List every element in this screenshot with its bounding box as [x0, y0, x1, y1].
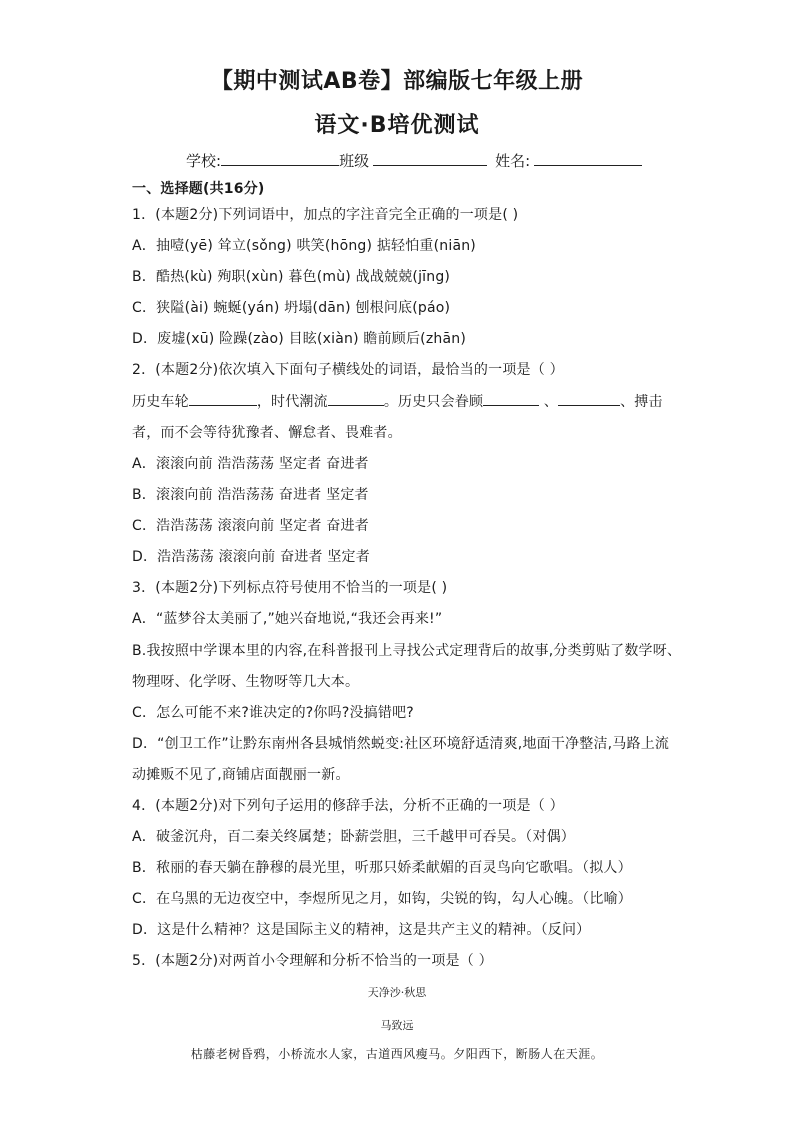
q2-text-4: 、: [539, 394, 559, 410]
q1-stem: 1．(本题2分)下列词语中，加点的字注音完全正确的一项是( ): [132, 207, 519, 223]
class-label: 班级: [339, 152, 370, 170]
name-blank: [534, 151, 642, 166]
student-info-line: [186, 150, 642, 171]
q3-option-d-line2: 动摊贩不见了,商铺店面靓丽一新。: [132, 767, 350, 783]
q1-option-b: B．酷热(kù) 殉职(xùn) 暮色(mù) 战战兢兢(jīng): [132, 269, 451, 285]
q2-sentence-line2: 者，而不会等待犹豫者、懈怠者、畏难者。: [132, 425, 402, 441]
q2-sentence: [132, 391, 663, 411]
exam-title: 【期中测试AB卷】部编版七年级上册: [210, 69, 584, 94]
q3-option-a: A．“蓝梦谷太美丽了,”她兴奋地说,“我还会再来!”: [132, 611, 443, 627]
q3-stem: 3．(本题2分)下列标点符号使用不恰当的一项是( ): [132, 580, 448, 596]
q2-text-5: 、搏击: [620, 394, 663, 410]
class-blank: [373, 151, 487, 166]
q2-option-b: B．滚滚向前 浩浩荡荡 奋进者 坚定者: [132, 487, 369, 503]
q2-blank-4: [558, 392, 620, 406]
q2-text-1: 历史车轮: [132, 394, 189, 410]
q2-option-d: D．浩浩荡荡 滚滚向前 奋进者 坚定者: [132, 549, 370, 565]
q3-option-c: C．怎么可能不来?谁决定的?你吗?没搞错吧?: [132, 705, 414, 721]
q4-stem: 4．(本题2分)对下列句子运用的修辞手法，分析不正确的一项是（ ）: [132, 798, 564, 814]
q4-option-d: D．这是什么精神？这是国际主义的精神，这是共产主义的精神。（反问）: [132, 922, 591, 938]
q2-blank-1: [189, 392, 257, 406]
school-blank: [221, 151, 339, 166]
poem-author: 马致远: [380, 1019, 414, 1032]
section-title: 一、选择题(共16分): [132, 181, 265, 197]
q1-option-c: C．狭隘(ài) 蜿蜒(yán) 坍塌(dān) 刨根问底(páo): [132, 300, 451, 316]
q4-option-c: C．在乌黑的无边夜空中，李煜所见之月，如钩，尖锐的钩，勾人心魄。（比喻）: [132, 891, 632, 907]
q4-option-b: B．秾丽的春天躺在静穆的晨光里，听那只娇柔献媚的百灵鸟向它歌唱。（拟人）: [132, 860, 632, 876]
q2-blank-3: [483, 392, 539, 406]
q2-text-2: ，时代潮流: [256, 394, 328, 410]
q3-option-b-line1: B.我按照中学课本里的内容,在科普报刊上寻找公式定理背后的故事,分类剪贴了数学呀、: [132, 643, 682, 659]
q2-option-c: C．浩浩荡荡 滚滚向前 坚定者 奋进者: [132, 518, 369, 534]
poem-title: 天净沙·秋思: [367, 986, 427, 999]
q1-option-d: D．废墟(xū) 险躁(zào) 目眩(xiàn) 瞻前顾后(zhān): [132, 331, 466, 347]
poem-body: 枯藤老树昏鸦，小桥流水人家，古道西风瘦马。夕阳西下，断肠人在天涯。: [190, 1047, 604, 1061]
q3-option-b-line2: 物理呀、化学呀、生物呀等几大本。: [132, 674, 360, 690]
q2-option-a: A．滚滚向前 浩浩荡荡 坚定者 奋进者: [132, 456, 369, 472]
q2-blank-2: [328, 392, 384, 406]
q4-option-a: A．破釜沉舟，百二秦关终属楚；卧薪尝胆，三千越甲可吞吴。（对偶）: [132, 829, 575, 845]
q5-stem: 5．(本题2分)对两首小令理解和分析不恰当的一项是（ ）: [132, 953, 493, 969]
name-label: 姓名:: [495, 152, 531, 170]
q2-stem: 2．(本题2分)依次填入下面句子横线处的词语，最恰当的一项是（ ）: [132, 362, 564, 378]
q3-option-d-line1: D．“创卫工作”让黔东南州各县城悄然蜕变:社区环境舒适清爽,地面干净整洁,马路上流: [132, 736, 670, 752]
q2-text-3: 。历史只会眷顾: [383, 394, 484, 410]
school-label: 学校:: [186, 152, 222, 170]
q1-option-a: A．抽噎(yē) 耸立(sǒng) 哄笑(hōng) 掂轻怕重(niān): [132, 238, 476, 254]
exam-subtitle: 语文·B培优测试: [314, 113, 480, 138]
